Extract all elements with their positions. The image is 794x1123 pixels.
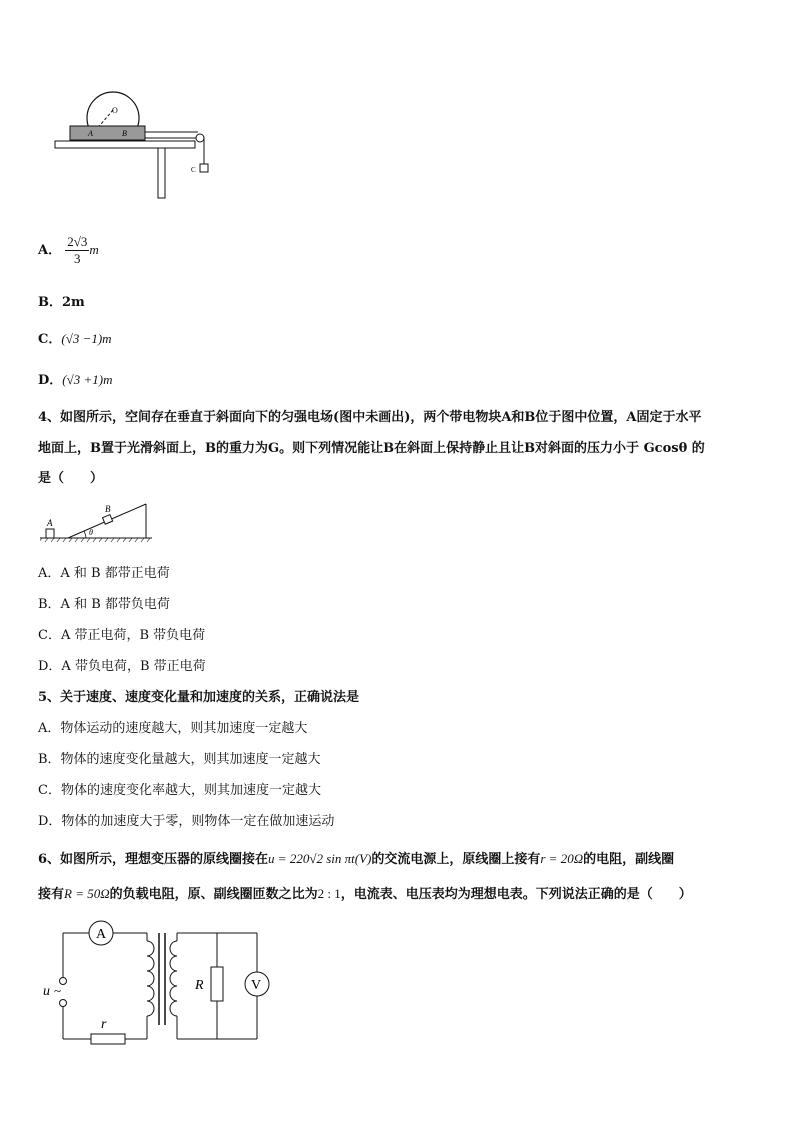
label-c: C (191, 166, 196, 174)
label-o: O (112, 106, 118, 115)
q4-stem-line3: 是（ ） (38, 471, 104, 486)
primary-coil (147, 941, 154, 1016)
fraction: $\frac{2√3}{3}$ (67, 234, 88, 266)
label-a: A (88, 129, 93, 138)
turns-ratio: 2 : 1 (317, 886, 341, 901)
label-b: B (122, 129, 127, 138)
q3-option-a: A． $\frac{2√3}{3}$ m (38, 234, 99, 266)
figure-pulley-setup (50, 88, 220, 203)
figure-transformer-circuit (35, 915, 280, 1050)
block-a (46, 529, 54, 538)
svg-text:A: A (96, 927, 107, 942)
pulley (196, 134, 204, 142)
q3-option-b: B．2m (38, 295, 85, 310)
svg-text:u: u (43, 984, 50, 999)
q5-option-a: A．物体运动的速度越大，则其加速度一定越大 (38, 721, 308, 736)
q5-option-d: D．物体的加速度大于零，则物体一定在做加速运动 (38, 814, 335, 829)
q6-stem-line1: 6、如图所示，理想变压器的原线圈接在u = 220√2 sin πt(V)的交流电源上，原线圈上接有r = 20Ω的电阻，副线圈 (38, 851, 675, 867)
terminal-bottom (60, 1000, 67, 1007)
q4-stem-line1: 4、如图所示，空间存在垂直于斜面向下的匀强电场(图中未画出)，两个带电物块A和B位于图中位置，A固定于水平 (38, 410, 702, 425)
table-top (55, 141, 195, 148)
resistor-r (91, 1034, 125, 1044)
formula-voltage: u = 220√2 sin πt(V) (268, 851, 372, 866)
svg-text:R: R (195, 978, 204, 993)
q4-option-b: B．A 和 B 都带负电荷 (38, 597, 170, 612)
weight-c (200, 164, 208, 172)
q4-option-d: D．A 带负电荷，B 带正电荷 (38, 659, 206, 674)
q3-option-c: C．(√3 −1)m (38, 331, 112, 347)
table-leg (158, 148, 165, 198)
q4-option-c: C．A 带正电荷，B 带负电荷 (38, 628, 206, 643)
secondary-coil (170, 941, 177, 1016)
q3-option-d: D．(√3 +1)m (38, 372, 113, 388)
q5-option-c: C．物体的速度变化率越大，则其加速度一定越大 (38, 783, 321, 798)
block (70, 126, 145, 140)
q4-option-a: A．A 和 B 都带正电荷 (38, 566, 170, 581)
svg-text:V: V (251, 978, 262, 993)
svg-text:~: ~ (54, 983, 62, 998)
q4-stem-line2: 地面上，B置于光滑斜面上，B的重力为G。则下列情况能让B在斜面上保持静止且让B对斜面的压力小于 Gcosθ 的 (38, 441, 705, 456)
q5-option-b: B．物体的速度变化量越大，则其加速度一定越大 (38, 752, 321, 767)
formula-r: r = 20Ω (540, 851, 584, 866)
figure-incline (40, 500, 155, 545)
resistor-R (211, 967, 223, 1001)
q5-stem: 5、关于速度、速度变化量和加速度的关系，正确说法是 (38, 690, 360, 705)
label-b: B (105, 504, 111, 514)
q6-stem-line2: 接有R = 50Ω的负载电阻，原、副线圈匝数之比为2 : 1，电流表、电压表均为理想电表。下列说法正确的是（ ） (38, 886, 692, 902)
label-a: A (47, 518, 53, 528)
formula-R: R = 50Ω (64, 886, 110, 901)
svg-text:r: r (101, 1017, 107, 1032)
label-theta: θ (89, 528, 93, 537)
